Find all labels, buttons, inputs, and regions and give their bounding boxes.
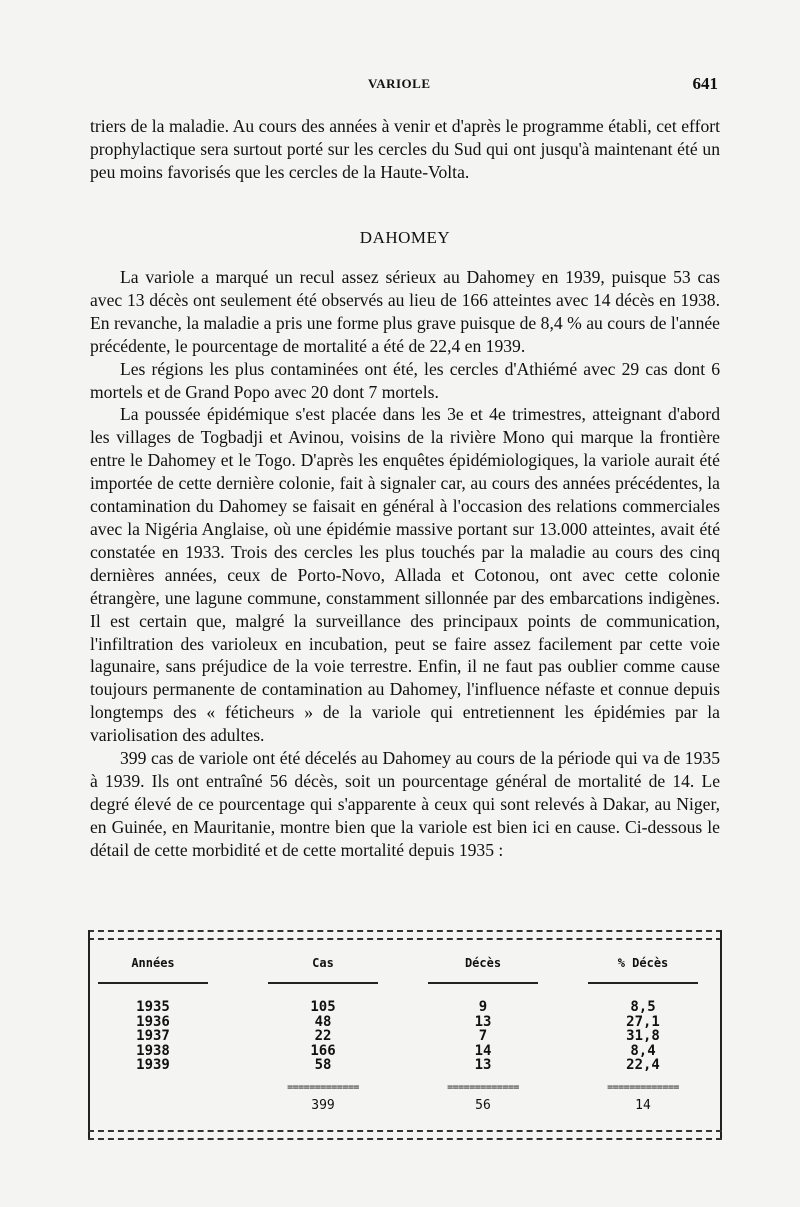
total-deaths: 56 (475, 1098, 491, 1113)
column-rule (268, 982, 378, 984)
table-cell: 105 (310, 999, 336, 1015)
table-cell: 58 (314, 1057, 332, 1073)
table-cell: 8,4 (630, 1042, 656, 1059)
year-values (98, 1000, 208, 1073)
table-cell: 22 (314, 1028, 332, 1044)
table-cell: 8,5 (630, 999, 656, 1015)
death-rate-values (588, 1000, 698, 1073)
column-rule (98, 982, 208, 984)
column-years (98, 930, 208, 1130)
table-cell: 9 (478, 999, 488, 1015)
table-cell: 1935 (136, 999, 170, 1015)
total-death-rate: 14 (635, 1098, 651, 1113)
intro-paragraph (90, 115, 720, 184)
table-cell: 48 (314, 1013, 332, 1030)
table-cell: 31,8 (626, 1028, 660, 1044)
table-bottom-border (88, 1130, 722, 1140)
table-cell: 1939 (136, 1057, 170, 1073)
paragraph: Les régions les plus contaminées ont été, les cercles d'Athiémé avec 29 cas dont 6 mortels et de Grand Popo avec 20 dont 7 mortels. (90, 358, 720, 402)
column-header-deaths: Décès (464, 956, 502, 970)
case-values (268, 1000, 378, 1073)
running-title: VARIOLE (368, 76, 431, 91)
table-cell: 1937 (136, 1028, 170, 1044)
table-cell: 1938 (136, 1042, 170, 1059)
table-cell: 27,1 (626, 1013, 660, 1030)
paragraph: 399 cas de variole ont été décelés au Dahomey au cours de la période qui va de 1935 à 1939. Ils ont entraîné 56 décès, soit un pourcentage général de mortalité de 14. Le degré élevé de ce pourcentage qui s'apparente à ceux qui sont relevés à Dakar, au Niger, en Guinée, en Mauritanie, montre bien que la variole est bien ici en cause. Ci-dessous le détail de cette morbidité et de cette mortalité depuis 1935 : (90, 748, 720, 860)
table-cell: 1936 (136, 1013, 170, 1030)
column-header-death-rate: % Décès (617, 956, 669, 970)
table-cell: 7 (478, 1028, 488, 1044)
column-deaths (428, 930, 538, 1130)
paragraph: La poussée épidémique s'est placée dans les 3e et 4e trimestres, atteignant d'abord les villages de Togbadji et Avinou, voisins de la rivière Mono qui marque la frontière entre le Dahomey et le Togo. D'après les enquêtes épidémiologiques, la variole aurait été importée de cette dernière colonie, fait à signaler car, au cours des années précédentes, la contamination du Dahomey se faisait en général à l'occasion des relations commerciales avec la Nigéria Anglaise, où une épidémie massive portant sur 13.000 atteintes, avait été constatée en 1933. Trois des cercles les plus touchés par la maladie au cours des cinq dernières années, ceux de Porto-Novo, Allada et Cotonou, ont avec cette colonie étrangère, une lagune commune, constamment sillonnée par des embarcations indigènes. Il est certain que, malgré la surveillance des principaux points de communication, l'infiltration des varioleux en incubation, peut se faire assez facilement par cette voie lagunaire, sans préjudice de la voie terrestre. Enfin, il ne faut pas oublier comme cause toujours permanente de contamination au Dahomey, l'influence néfaste et connue depuis longtemps des « féticheurs » de la variole qui entretiennent les épidémies par la variolisation des adultes. (90, 404, 720, 746)
paragraph: La variole a marqué un recul assez sérieux au Dahomey en 1939, puisque 53 cas avec 13 décès ont seulement été observés au lieu de 166 atteintes avec 14 décès en 1938. En revanche, la maladie a pris une forme plus grave puisque de 8,4 % au cours de l'année précédente, le pourcentage de mortalité a été de 22,4 en 1939. (90, 267, 720, 356)
table-left-border (88, 930, 90, 1138)
column-rule (428, 982, 538, 984)
total-rule: ============= (607, 1082, 679, 1093)
total-rule: ============= (447, 1082, 519, 1093)
section-title: DAHOMEY (359, 228, 451, 247)
table-right-border (720, 930, 722, 1138)
paragraph: triers de la maladie. Au cours des années à venir et d'après le programme établi, cet effort prophylactique sera surtout porté sur les cercles du Sud qui ont jusqu'à maintenant été un peu moins favorisés que les cercles de la Haute-Volta. (90, 116, 720, 182)
table-cell: 13 (474, 1013, 492, 1030)
column-cases (268, 930, 378, 1130)
table-cell: 22,4 (626, 1057, 660, 1073)
death-values (428, 1000, 538, 1073)
table-cell: 14 (474, 1042, 492, 1059)
total-rule: ============= (287, 1082, 359, 1093)
column-death-rate (588, 930, 698, 1130)
column-header-cases: Cas (312, 956, 334, 970)
body-text (90, 266, 720, 862)
page-header (90, 76, 720, 96)
table-cell: 13 (474, 1057, 492, 1073)
data-table (88, 930, 722, 1142)
total-cases: 399 (311, 1098, 335, 1113)
page-number: 641 (692, 74, 718, 93)
table-cell: 166 (310, 1042, 336, 1059)
column-rule (588, 982, 698, 984)
column-header-years: Années (131, 956, 175, 970)
